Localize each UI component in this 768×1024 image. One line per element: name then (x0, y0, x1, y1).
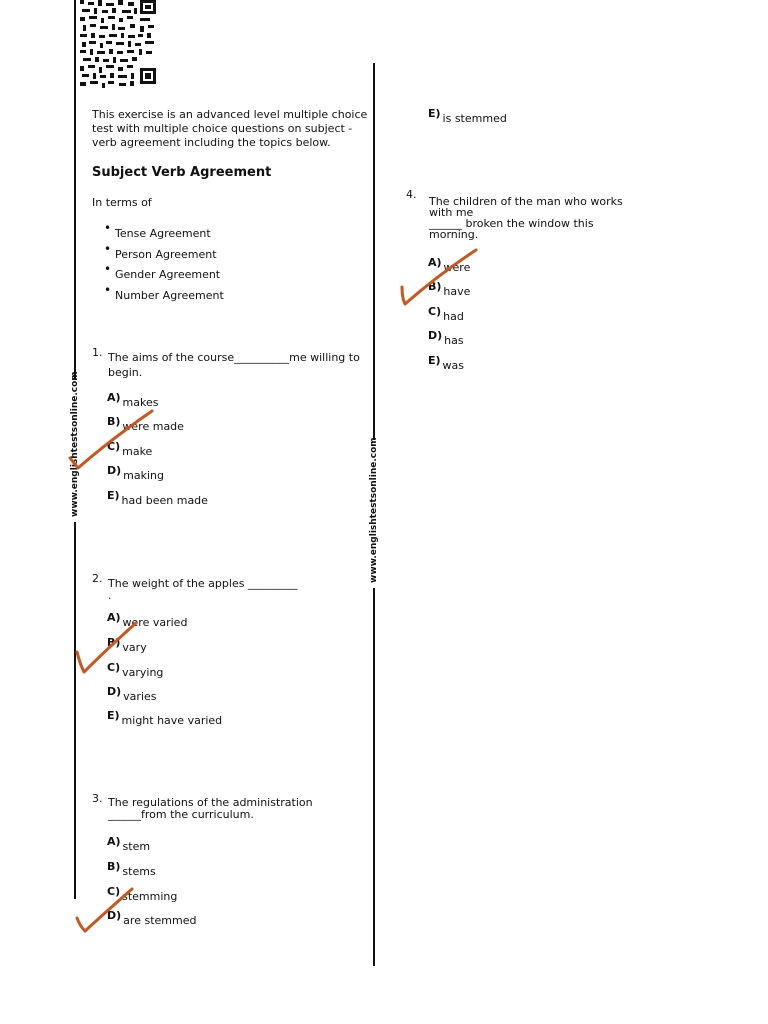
option-letter: D) (428, 329, 443, 342)
question-number: 2. (92, 572, 103, 585)
option-letter: A) (107, 835, 121, 848)
option-text: were made (122, 420, 184, 433)
option-letter: D) (107, 909, 122, 922)
option-text: was (442, 359, 465, 372)
question-line: The regulations of the administration (108, 796, 313, 809)
question-line: The aims of the course__________me willing to (108, 351, 360, 364)
option-text: make (122, 445, 153, 458)
option-letter: E) (428, 107, 441, 120)
option-text: varies (123, 690, 157, 703)
option-letter: B) (107, 415, 121, 428)
question-line: morning. (429, 228, 479, 241)
question-number: 1. (92, 346, 103, 359)
topic-item: • Gender Agreement (104, 265, 224, 286)
option-text: are stemmed (123, 914, 197, 927)
option-text: making (123, 469, 165, 482)
option-text: varying (122, 666, 164, 679)
option-text: vary (122, 641, 147, 654)
option-text: stem (122, 840, 151, 853)
option-text: were varied (122, 616, 188, 629)
option-letter: C) (107, 440, 121, 453)
topic-item: • Person Agreement (104, 245, 224, 266)
question-line: The children of the man who works (429, 195, 623, 208)
check-mark-q3 (77, 889, 132, 931)
question-line: with me (429, 206, 474, 219)
question-line: The weight of the apples _________ (108, 577, 298, 590)
watermark-center: www.englishtestsonline.com (369, 437, 379, 583)
topic-item: • Tense Agreement (104, 224, 224, 245)
option-letter: A) (107, 611, 121, 624)
check-mark-q4 (402, 250, 476, 304)
option-text: have (443, 285, 471, 298)
option-letter: C) (107, 885, 121, 898)
option-letter: E) (107, 489, 120, 502)
option-letter: D) (107, 464, 122, 477)
question-line: ______from the curriculum. (108, 808, 254, 821)
question-line: begin. (108, 366, 143, 379)
watermark-left: www.englishtestsonline.com (70, 371, 80, 517)
option-text: stems (122, 865, 156, 878)
option-letter: B) (428, 280, 442, 293)
option-text: makes (122, 396, 159, 409)
option-letter: E) (428, 354, 441, 367)
option-text: might have varied (121, 714, 223, 727)
question-line: . (108, 589, 112, 602)
question-line: ______ broken the window this (429, 217, 594, 230)
topic-item: • Number Agreement (104, 286, 224, 307)
option-text: had been made (121, 494, 208, 507)
option-letter: C) (428, 305, 442, 318)
intro-text: This exercise is an advanced level multiple choice test with multiple choice questions on subject - verb agreement including the topics below. (92, 108, 368, 149)
check-mark-q2 (77, 623, 136, 672)
topics-lead: In terms of (92, 196, 152, 209)
option-letter: A) (428, 256, 442, 269)
option-letter: B) (107, 636, 121, 649)
option-letter: C) (107, 661, 121, 674)
option-letter: A) (107, 391, 121, 404)
option-text: is stemmed (442, 112, 507, 125)
option-letter: B) (107, 860, 121, 873)
option-letter: D) (107, 685, 122, 698)
option-text: had (443, 310, 464, 323)
question-number: 3. (92, 792, 103, 805)
page-title: Subject Verb Agreement (92, 165, 272, 180)
option-text: has (444, 334, 464, 347)
option-letter: E) (107, 709, 120, 722)
option-text: were (443, 261, 471, 274)
option-text: stemming (122, 890, 178, 903)
question-number: 4. (406, 188, 417, 201)
check-mark-q1 (70, 411, 152, 468)
